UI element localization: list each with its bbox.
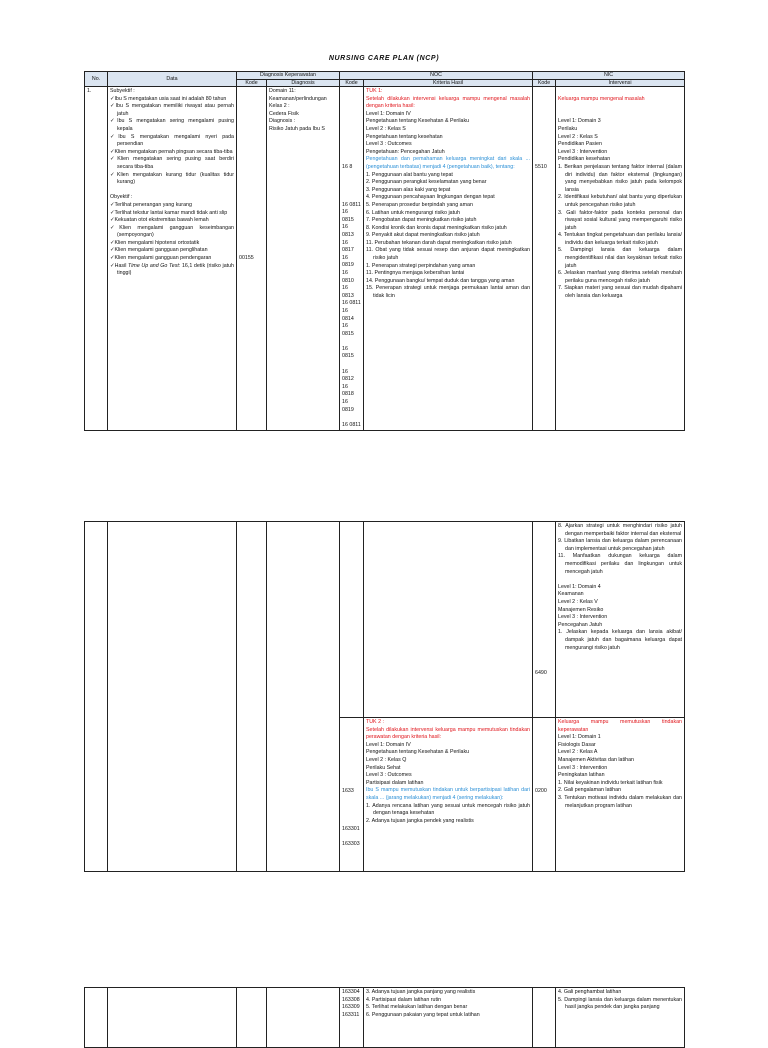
nic-kode-cell — [533, 718, 556, 872]
list-item: 15. Penerapan strategi untuk menjaga permukaan lantai aman dan tidak licin — [366, 285, 531, 300]
list-item: 7. Siapkan materi yang sesuai dan mudah dipahami oleh lansia dan keluarga — [558, 285, 683, 300]
header-nic-intervensi: Intervensi — [556, 79, 685, 87]
nic-kode: 0200 — [535, 788, 547, 794]
nic-intervensi-cell: Keluarga mampu mengenal masalah Level 1: Domain 3 Perilaku Level 2 : Kelas S Pendidikan Pasien Level 3 : Intervention Pendidikan kesehatan 1. Berikan penjelasan tentang faktor internal (dalam diri individu) dan faktor eksternal (lingkungan) yang menyebabkan risiko jatuh pada kelompok lansia 2. Identifikasi kebutuhan/ alat bantu yang diperlukan untuk pencegahan risiko jatuh 3. Gali faktor-faktor pada konteks personal dan riwayat sosial kultural yang mempengaruhi risiko jatuh 4. Tentukan tingkat pengetahuan dan perilaku lansia/ individu dan keluarga terkait risiko jatuh 5. Dampingi lansia dan keluarga dalam mengidentifikasi nilai dan keyakinan terkait risiko jatuh 6. Jelaskan manfaat yang diterima setelah merubah perilaku guna mencegah risiko jatuh 7. Siapkan materi yang sesuai dan mudah dipahami oleh lansia dan keluarga — [556, 87, 685, 431]
list-item: 3. Gali faktor-faktor pada konteks personal dan riwayat sosial kultural yang mempengaruhi risiko jatuh — [558, 209, 683, 231]
row-number — [85, 522, 108, 872]
list-item: 11. Pentingnya menjaga kebersihan lantai — [366, 270, 465, 277]
objektif-item: ✓Klien mengalami gangguan pendengaran — [110, 255, 212, 262]
list-item: 6. Penggunaan pakaian yang tepat untuk latihan — [366, 1011, 480, 1018]
list-item: 5. Penerapan prosedur berpindah yang aman — [366, 201, 473, 208]
nic-goal: Keluarga mampu mengenal masalah — [558, 95, 645, 102]
list-item: 1. Adanya rencana latihan yang sesuai untuk mencegah risiko jatuh dengan tenaga kesehatan — [366, 802, 530, 817]
data-cell — [108, 988, 237, 1048]
list-item: 1. Jelaskan kepada keluarga dan lansia akibat/ dampak jatuh dan bagaimana keluarga dapat mengurangi risiko jatuh — [558, 629, 682, 651]
ncp-table-1 — [84, 71, 685, 431]
list-item: 7. Pengobatan dapat meningkatkan risiko jatuh — [366, 217, 477, 224]
ncp-table-3 — [84, 987, 685, 1048]
noc-kode-main: 16 8 — [342, 164, 353, 170]
noc-kriteria-cell — [364, 522, 533, 718]
list-item: 1. Penggunaan alat bantu yang tepat — [366, 171, 453, 178]
dk-diagnosis — [267, 522, 340, 872]
header-dk-kode: Kode — [237, 79, 267, 87]
tuk-1-text: Setelah dilakukan intervensi keluarga mampu mengenal masalah dengan kriteria hasil: — [366, 95, 531, 110]
subjektif-item: ✓Ibu S mengatakan usia saat ini adalah 80 tahun — [110, 95, 227, 102]
list-item: 8. Kondisi kronik dan kronis dapat meningkatkan risiko jatuh — [366, 224, 507, 231]
header-diagnosis-keperawatan: Diagnosis Keperawatan — [237, 72, 340, 80]
noc-kode-cell: 16 8 16 0811 16 0815 16 0813 16 0817 16 0819 16 0810 16 0813 16 0811 16 0814 16 0815 16 0815 16 0812 16 0818 16 0819 16 0811 — [340, 87, 364, 431]
list-item: 2. Adanya tujuan jangka pendek yang realistis — [366, 817, 474, 824]
objektif-item: ✓Klien mengalami gangguan penglihatan — [110, 247, 208, 254]
noc-kode-cell — [340, 522, 364, 718]
nic-intervensi-list — [558, 164, 682, 301]
noc-kriteria-cell: TUK 1: Setelah dilakukan intervensi keluarga mampu mengenal masalah dengan kriteria hasil: Level 1: Domain IV Pengetahuan tentang Kesehatan & Perilaku Level 2 : Kelas S Pengetahuan tentang kesehatan Level 3 : Outcomes Pengetahuan: Pencegahan Jatuh Pengetahuan dan pemahaman keluarga meningkat dari skala ... (pengetahuan terbatas) menjadi 4 (pengetahuan baik), tentang: 1. Penggunaan alat bantu yang tepat 2. Penggunaan perangkat keselamatan yang benar 3. Penggunaan alas kaki yang tepat 4. Penggunaan pencahayaan lingkungan dengan tepat 5. Penerapan prosedur berpindah yang aman 6. Latihan untuk mengurangi risiko jatuh 7. Pengobatan dapat meningkatkan risiko jatuh 8. Kondisi kronik dan kronis dapat meningkatkan risiko jatuh 9. Penyakit akut dapat meningkatkan risiko jatuh 11. Perubahan tekanan darah dapat meningkatkan risiko jatuh 11. Obat yang tidak sesuai resep dan anjuran dapat meningkatkan risiko jatuh 1. Penerapan strategi perpindahan yang aman 11. Pentingnya menjaga kebersihan lantai 14. Penggunaan bangku/ tempat duduk dan tangga yang aman 15. Penerapan strategi untuk menjaga permukaan lantai aman dan tidak licin — [364, 87, 533, 431]
list-item: 5. Dampingi lansia dan keluarga dalam mengidentifikasi nilai dan keyakinan terkait risiko jatuh — [558, 247, 683, 269]
dk-kode — [237, 522, 267, 872]
tuk-1-label: TUK 1: — [366, 88, 383, 94]
header-noc-kode: Kode — [340, 79, 364, 87]
nic-intervensi-list — [558, 523, 682, 576]
objektif-list — [110, 202, 234, 278]
list-item: 6. Latihan untuk mengurangi risiko jatuh — [366, 209, 460, 216]
noc-target-scale: Pengetahuan dan pemahaman keluarga meningkat dari skala ... (pengetahuan terbatas) menjadi 4 (pengetahuan baik), tentang: — [366, 156, 531, 170]
page-title: NURSING CARE PLAN (NCP) — [328, 55, 440, 62]
nic-kode: 6490 — [535, 670, 547, 676]
list-item: 5. Terlihat melakukan latihan dengan benar — [366, 1004, 468, 1011]
row-number: 1. — [85, 87, 108, 431]
objektif-title: Obyektif : — [110, 194, 133, 201]
list-item: 1. Nilai keyakinan individu terkait latihan fisik — [558, 779, 663, 786]
list-item: 1. Penerapan strategi perpindahan yang aman — [366, 262, 476, 269]
list-item: 11. Manfaatkan dukungan keluarga dalam memodifikasi perilaku dan lingkungan untuk mencegah jatuh — [558, 553, 682, 575]
noc-target-scale: Ibu S mampu memutuskan tindakan untuk berpartisipasi latihan dari skala ... (jarang melakukan) menjadi 4 (sering melakukan): — [366, 787, 530, 801]
noc-kriteria-cell — [364, 988, 533, 1048]
list-item: 14. Penggunaan bangku/ tempat duduk dan tangga yang aman — [366, 277, 515, 284]
subjektif-item: ✓Ibu S mengatakan memiliki riwayat atau pernah jatuh — [110, 103, 234, 117]
list-item: 2. Identifikasi kebutuhan/ alat bantu yang diperlukan untuk pencegahan risiko jatuh — [558, 194, 683, 208]
noc-kode-cell: 1633 163301 163303 — [340, 718, 364, 872]
nic-kode-cell — [533, 522, 556, 718]
list-item: 3. Tentukan motivasi individu dalam melakukan dan melanjutkan program latihan — [558, 794, 682, 809]
list-item: 5. Dampingi lansia dan keluarga dalam menentukan hasil jangka pendek dan jangka panjang — [558, 996, 682, 1011]
nic-goal: Keluarga mampu memutuskan tindakan keperawatan — [558, 719, 682, 733]
header-noc: NOC — [340, 72, 533, 80]
nic-intervensi-list — [558, 780, 682, 810]
list-item: 3. Adanya tujuan jangka panjang yang realistis — [366, 989, 476, 995]
list-item: 11. Perubahan tekanan darah dapat meningkatkan risiko jatuh — [366, 239, 512, 246]
subjektif-item: ✓Ibu S mengatakan mengalami nyeri pada persendian — [110, 133, 234, 148]
subjektif-item: ✓Ibu S mengatakan sering mengalami pusing kepala — [110, 118, 234, 132]
list-item: 4. Gali penghambat latihan — [558, 989, 622, 995]
list-item: 4. Tentukan tingkat pengetahuan dan perilaku lansia/ individu dan keluarga terkait risiko jatuh — [558, 232, 683, 246]
header-nic: NIC — [533, 72, 685, 80]
dk-diagnosis — [267, 988, 340, 1048]
noc-kriteria-list — [366, 172, 530, 301]
header-nic-kode: Kode — [533, 79, 556, 87]
list-item: 9. Penyakit akut dapat meningkatkan risiko jatuh — [366, 232, 480, 239]
objektif-item: ✓Klien mengalami gangguan keseimbangan (sempoyongan) — [110, 224, 234, 239]
subjektif-title: Subyektif : — [110, 88, 135, 94]
data-cell — [108, 87, 237, 431]
list-item: 2. Gali pengalaman latihan — [558, 787, 622, 794]
list-item: 6. Jelaskan manfaat yang diterima setelah merubah perilaku guna mencegah risiko jatuh — [558, 270, 683, 284]
list-item: 1. Berikan penjelasan tentang faktor internal (dalam diri individu) dan faktor eksternal (lingkungan) yang menyebabkan risiko jatuh pada kelompok lansia — [558, 163, 683, 193]
objektif-item: ✓Hasil Time Up and Go Test: 16,1 detik (risiko jatuh tinggi) — [110, 262, 234, 277]
list-item: 3. Penggunaan alas kaki yang tepat — [366, 186, 451, 193]
list-item: 8. Ajarkan strategi untuk menghindari risiko jatuh dengan memperbaiki faktor internal dan eksternal — [558, 523, 682, 537]
nic-kode-cell — [533, 87, 556, 431]
objektif-item: ✓Terlihat penerangan yang kurang — [110, 201, 192, 208]
noc-kriteria-list — [366, 803, 530, 826]
noc-kode-cell: 163304 163308 163309 163311 — [340, 988, 364, 1048]
nic-intervensi-cell — [556, 988, 685, 1048]
list-item: 4. Partisipasi dalam latihan rutin — [366, 996, 442, 1003]
objektif-item: ✓Terlihat tekstur lantai kamar mandi tidak anti slip — [110, 209, 228, 216]
nic-kode-cell — [533, 988, 556, 1048]
nic-intervensi-cell: Keluarga mampu memutuskan tindakan keperawatan Level 1: Domain 1 Fisiologis Dasar Level 2 : Kelas A Manajemen Aktivitas dan latihan Level 3 : Intervention Peningkatan latihan 1. Nilai keyakinan individu terkait latihan fisik 2. Gali pengalaman latihan 3. Tentukan motivasi individu dalam melakukan dan melanjutkan program latihan — [556, 718, 685, 872]
row-number — [85, 988, 108, 1048]
subjektif-list — [110, 96, 234, 187]
noc-kode-main: 1633 — [342, 788, 354, 794]
dk-diagnosis: Domain 11: Keamanan/perlindungan Kelas 2 : Cedera Fisik Diagnosis : Risiko Jatuh pada Ibu S — [267, 87, 340, 431]
list-item: 4. Penggunaan pencahayaan lingkungan dengan tepat — [366, 194, 495, 201]
header-no: No. — [85, 72, 108, 87]
header-data: Data — [108, 72, 237, 87]
header-dk-diagnosis: Diagnosis — [267, 79, 340, 87]
ncp-table-2 — [84, 521, 685, 872]
dk-kode: 00155 — [237, 87, 267, 431]
objektif-item: ✓Kekuatan otot ekstremitas bawah lemah — [110, 217, 209, 224]
list-item: 9. Libatkan lansia dan keluarga dalam perencanaan dan implementasi untuk pencegahan jatuh — [558, 538, 682, 552]
data-cell — [108, 522, 237, 872]
objektif-item: ✓Klien mengalami hipotensi ortostatik — [110, 239, 200, 246]
noc-kriteria-cell: TUK 2 : Setelah dilakukan intervensi keluarga mampu memutuskan tindakan perawatan dengan kriteria hasil: Level 1: Domain IV Pengetahuan tentang Kesehatan & Perilaku Level 2 : Kelas Q Perilaku Sehat Level 3 : Outcomes Partisipasi dalam latihan Ibu S mampu memutuskan tindakan untuk berpartisipasi latihan dari skala ... (jarang melakukan) menjadi 4 (sering melakukan): 1. Adanya rencana latihan yang sesuai untuk mencegah risiko jatuh dengan tenaga kesehatan 2. Adanya tujuan jangka pendek yang realistis — [364, 718, 533, 872]
tuk-2-label: TUK 2 : — [366, 719, 384, 725]
list-item: 11. Obat yang tidak sesuai resep dan anjuran dapat meningkatkan risiko jatuh — [366, 247, 531, 262]
subjektif-item: ✓Klien mengatakan kurang tidur (kualitas tidur kurang) — [110, 171, 234, 186]
header-noc-kriteria: Kriteria Hasil — [364, 79, 533, 87]
tuk-2-text: Setelah dilakukan intervensi keluarga mampu memutuskan tindakan perawatan dengan kriteria hasil: — [366, 726, 530, 741]
dk-kode — [237, 988, 267, 1048]
nic-kode: 5510 — [535, 164, 547, 170]
nic-intervensi-cell: 8. Ajarkan strategi untuk menghindari risiko jatuh dengan memperbaiki faktor internal dan eksternal 9. Libatkan lansia dan keluarga dalam perencanaan dan implementasi untuk pencegahan jatuh 11. Manfaatkan dukungan keluarga dalam memodifikasi perilaku dan lingkungan untuk mencegah jatuh Level 1: Domain 4 Keamanan Level 2 : Kelas V Manajemen Resiko Level 3 : Intervention Pencegahan Jatuh 1. Jelaskan kepada keluarga dan lansia akibat/ dampak jatuh dan bagaimana keluarga dapat mengurangi risiko jatuh — [556, 522, 685, 718]
subjektif-item: ✓Klien mengatakan sering pusing saat berdiri secara tiba-tiba — [110, 156, 234, 170]
subjektif-item: ✓Klien mengatakan pernah pingsan secara tiba-tiba — [110, 148, 233, 155]
list-item: 2. Penggunaan perangkat keselamatan yang benar — [366, 179, 487, 186]
